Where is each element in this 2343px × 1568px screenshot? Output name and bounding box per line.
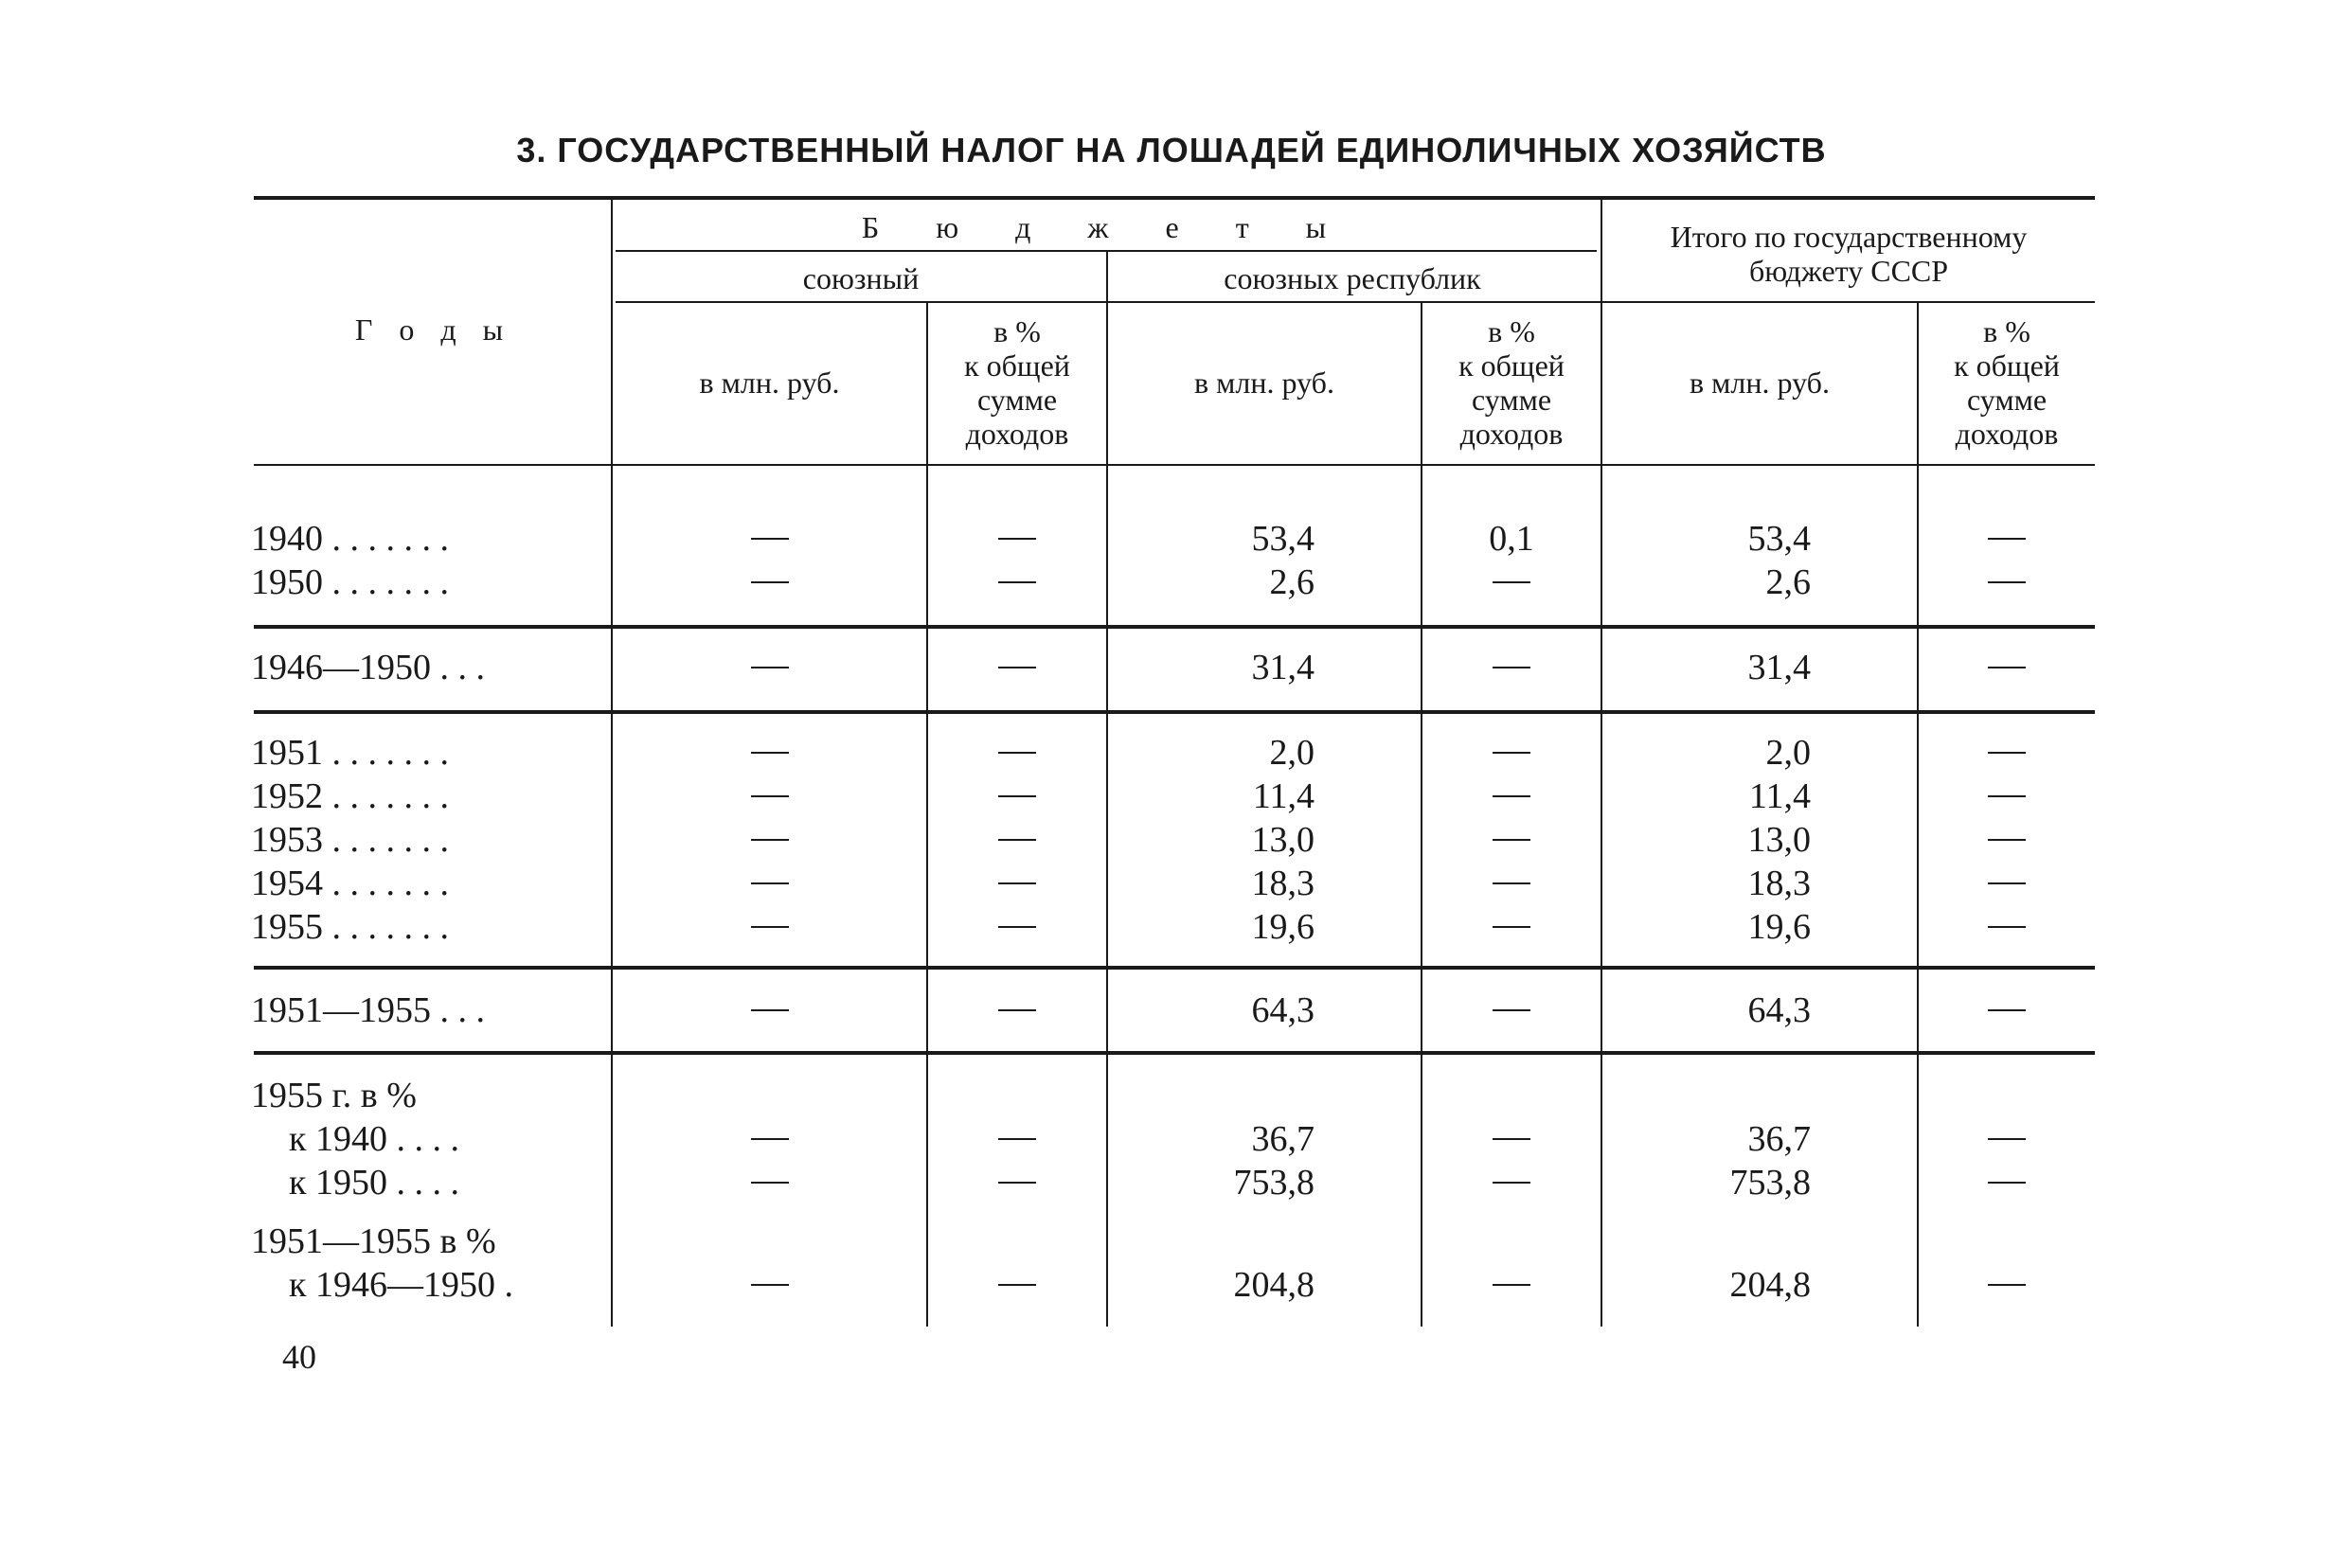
- table-cell: 753,8: [1729, 1163, 1811, 1203]
- group-rule-3: [254, 966, 2095, 970]
- total-pct-header-l2: к общей: [1954, 348, 2060, 383]
- dash-cell: [751, 538, 789, 540]
- row-label: 1946—1950 . . .: [251, 648, 485, 687]
- dash-cell: [998, 752, 1036, 754]
- union-pct-header-l3: сумме: [976, 383, 1058, 417]
- table-cell: 204,8: [1729, 1265, 1811, 1305]
- union-pct-header-l2: к общей: [964, 348, 1070, 383]
- dash-cell: [1988, 926, 2026, 928]
- dash-cell: [751, 926, 789, 928]
- union-pct-header-l1: в %: [993, 314, 1041, 348]
- table-cell: 64,3: [1747, 990, 1811, 1030]
- dash-cell: [998, 1182, 1036, 1184]
- subheader-underline: [616, 301, 2095, 303]
- dash-cell: [998, 795, 1036, 797]
- table-cell: 13,0: [1251, 820, 1315, 860]
- page-number: 40: [282, 1338, 316, 1376]
- row-label: 1951 . . . . . . .: [251, 733, 449, 773]
- table-title: 3. ГОСУДАРСТВЕННЫЙ НАЛОГ НА ЛОШАДЕЙ ЕДИНОЛИЧНЫХ ХОЗЯЙСТВ: [516, 131, 1827, 169]
- dash-cell: [1493, 1284, 1530, 1286]
- total-header-line1: Итого по государственному: [1670, 220, 2028, 254]
- group-rule-1: [254, 625, 2095, 629]
- union-header: союзный: [802, 261, 920, 295]
- union-pct-header-l4: доходов: [965, 417, 1069, 451]
- dash-cell: [1493, 1009, 1530, 1011]
- dash-cell: [1988, 795, 2026, 797]
- dash-cell: [1493, 839, 1530, 841]
- dash-cell: [751, 1284, 789, 1286]
- col-divider-total-pct: [1917, 303, 1919, 1327]
- row-label: 1955 . . . . . . .: [251, 907, 449, 947]
- table-cell: 64,3: [1251, 990, 1315, 1030]
- col-divider-rep-pct: [1421, 303, 1422, 1327]
- rep-mln-header: в млн. руб.: [1194, 365, 1334, 400]
- table-cell: 19,6: [1747, 907, 1811, 947]
- dash-cell: [1493, 882, 1530, 884]
- dash-cell: [998, 882, 1036, 884]
- row-label: к 1940 . . . .: [289, 1119, 459, 1159]
- row-label: 1950 . . . . . . .: [251, 562, 449, 602]
- dash-cell: [751, 839, 789, 841]
- table-cell: 53,4: [1747, 519, 1811, 559]
- table-cell: 11,4: [1748, 776, 1811, 816]
- col-divider-union-pct: [926, 303, 928, 1327]
- table-cell: 19,6: [1251, 907, 1315, 947]
- dash-cell: [1988, 1284, 2026, 1286]
- table-cell: 2,0: [1269, 733, 1315, 773]
- dash-cell: [998, 1009, 1036, 1011]
- rep-pct-header-l1: в %: [1488, 314, 1535, 348]
- dash-cell: [1988, 538, 2026, 540]
- dash-cell: [1988, 1138, 2026, 1140]
- dash-cell: [1988, 581, 2026, 583]
- total-header-line2: бюджету СССР: [1748, 254, 1949, 288]
- table-cell: 2,0: [1765, 733, 1811, 773]
- dash-cell: [751, 795, 789, 797]
- col-divider-republics: [1106, 252, 1108, 1327]
- dash-cell: [998, 667, 1036, 668]
- header-bottom-rule: [254, 464, 2095, 466]
- dash-cell: [1988, 882, 2026, 884]
- total-mln-header: в млн. руб.: [1690, 365, 1830, 400]
- dash-cell: [1493, 581, 1530, 583]
- row-label: к 1950 . . . .: [289, 1163, 459, 1203]
- group-rule-4: [254, 1051, 2095, 1055]
- republics-header: союзных республик: [1224, 261, 1481, 295]
- dash-cell: [751, 667, 789, 668]
- dash-cell: [998, 926, 1036, 928]
- total-pct-header-l4: доходов: [1955, 417, 2059, 451]
- dash-cell: [1493, 667, 1530, 668]
- table-cell: 31,4: [1251, 648, 1315, 687]
- table-cell: 13,0: [1747, 820, 1811, 860]
- table-cell: 36,7: [1747, 1119, 1811, 1159]
- union-mln-header: в млн. руб.: [699, 365, 840, 400]
- dash-cell: [998, 839, 1036, 841]
- row-label: 1955 г. в %: [251, 1076, 417, 1115]
- table-cell: 11,4: [1252, 776, 1315, 816]
- row-label: 1954 . . . . . . .: [251, 864, 449, 903]
- total-pct-header-l1: в %: [1983, 314, 2030, 348]
- row-label: 1951—1955 в %: [251, 1221, 496, 1261]
- dash-cell: [751, 581, 789, 583]
- dash-cell: [1988, 839, 2026, 841]
- rep-pct-header-l2: к общей: [1458, 348, 1565, 383]
- dash-cell: [1988, 752, 2026, 754]
- top-rule: [254, 196, 2095, 200]
- rep-pct-header-l3: сумме: [1471, 383, 1552, 417]
- dash-cell: [1493, 795, 1530, 797]
- dash-cell: [998, 1138, 1036, 1140]
- row-label: 1951—1955 . . .: [251, 990, 485, 1030]
- budgets-header: Б ю д ж е т ы: [861, 210, 1351, 244]
- table-cell: 31,4: [1747, 648, 1811, 687]
- row-label: 1940 . . . . . . .: [251, 519, 449, 559]
- table-cell: 753,8: [1233, 1163, 1315, 1203]
- dash-cell: [1988, 1182, 2026, 1184]
- dash-cell: [751, 1009, 789, 1011]
- dash-cell: [1493, 752, 1530, 754]
- dash-cell: [1493, 926, 1530, 928]
- dash-cell: [1493, 1182, 1530, 1184]
- dash-cell: [751, 1138, 789, 1140]
- dash-cell: [998, 581, 1036, 583]
- dash-cell: [751, 1182, 789, 1184]
- table-cell: 0,1: [1489, 519, 1534, 559]
- row-label: 1953 . . . . . . .: [251, 820, 449, 860]
- dash-cell: [998, 538, 1036, 540]
- row-label: к 1946—1950 .: [289, 1265, 513, 1305]
- group-rule-2: [254, 710, 2095, 714]
- dash-cell: [751, 752, 789, 754]
- rep-pct-header-l4: доходов: [1459, 417, 1564, 451]
- table-cell: 53,4: [1251, 519, 1315, 559]
- table-cell: 204,8: [1233, 1265, 1315, 1305]
- table-cell: 2,6: [1765, 562, 1811, 602]
- dash-cell: [1988, 1009, 2026, 1011]
- row-label: 1952 . . . . . . .: [251, 776, 449, 816]
- dash-cell: [1493, 1138, 1530, 1140]
- total-pct-header-l3: сумме: [1966, 383, 2048, 417]
- table-cell: 2,6: [1269, 562, 1315, 602]
- table-cell: 18,3: [1251, 864, 1315, 903]
- years-header: Г о д ы: [354, 312, 513, 347]
- dash-cell: [998, 1284, 1036, 1286]
- dash-cell: [751, 882, 789, 884]
- dash-cell: [1988, 667, 2026, 668]
- table-cell: 36,7: [1251, 1119, 1315, 1159]
- table-cell: 18,3: [1747, 864, 1811, 903]
